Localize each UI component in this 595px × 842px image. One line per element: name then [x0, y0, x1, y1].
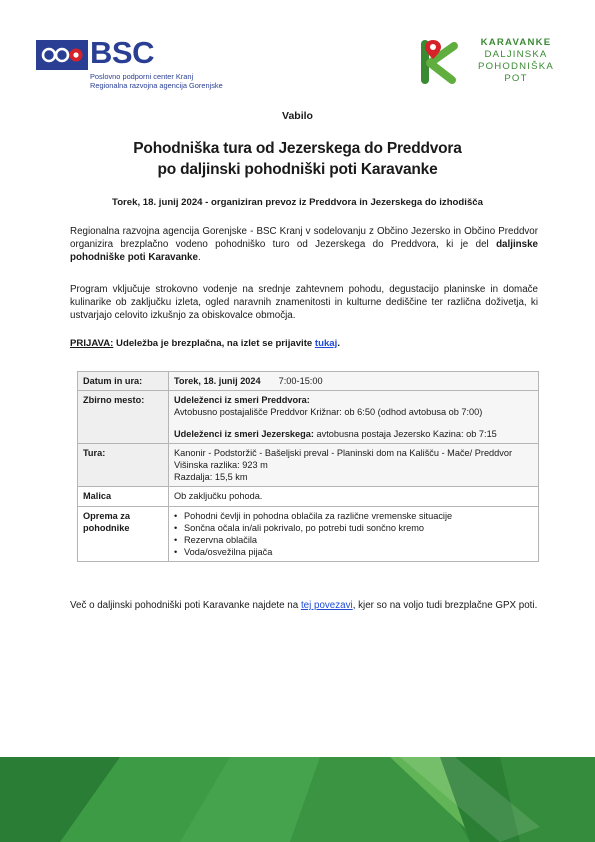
intro-text: Regionalna razvojna agencija Gorenjske - BSC Kranj v sodelovanju z Občino Jezersko in Občino Preddvor organizira brezplačno vodeno pohodniško turo od Jezerskega do Preddvora, ki je del	[70, 226, 538, 251]
date-value	[169, 372, 539, 391]
event-info-table	[77, 371, 539, 562]
meeting-group2	[174, 428, 533, 440]
table-row	[78, 372, 539, 391]
tour-value	[169, 443, 539, 487]
list-item: • Voda/osvežilna pijača	[174, 546, 533, 558]
table-row	[78, 487, 539, 506]
signup-end: .	[337, 338, 340, 349]
snack-value: Ob zaključku pohoda.	[169, 487, 539, 506]
table-row	[78, 506, 539, 562]
karavanke-trail-icon	[416, 36, 462, 86]
more-info-text: Več o daljinski pohodniški poti Karavanke najdete na	[70, 600, 301, 611]
bsc-wordmark: BSC	[90, 35, 154, 70]
meeting-key: Zbirno mesto:	[78, 391, 169, 444]
list-item: • Sončna očala in/ali pokrivalo, po potrebi tudi sončno kremo	[174, 522, 533, 534]
meeting-value	[169, 391, 539, 444]
meeting-group2-text: avtobusna postaja Jezersko Kazina: ob 7:15	[313, 428, 497, 439]
snack-key: Malica	[78, 487, 169, 506]
more-info-paragraph	[70, 599, 538, 612]
tour-key: Tura:	[78, 443, 169, 487]
signup-label: PRIJAVA:	[70, 338, 114, 349]
karavanke-logo	[416, 36, 566, 102]
more-info-link[interactable]: tej povezavi	[300, 600, 353, 611]
intro-bold-trail-name: daljinske pohodniške poti Karavanke	[70, 239, 538, 264]
page-title	[60, 138, 535, 180]
equipment-key: Oprema za pohodnike	[78, 506, 169, 562]
karavanke-line-2: DALJINSKA	[484, 49, 548, 60]
invitation-label: Vabilo	[282, 110, 313, 122]
table-row	[78, 443, 539, 487]
equipment-value	[169, 506, 539, 562]
tour-elevation: Višinska razlika: 923 m	[174, 460, 268, 471]
bsc-logo-icon	[36, 40, 88, 70]
signup-text: Udeležba je brezplačna, na izlet se prijavite	[113, 338, 315, 349]
meeting-group1-text: Avtobusno postajališče Preddvor Križnar: ob 6:50 (odhod avtobusa ob 7:00)	[174, 407, 483, 418]
program-paragraph: Program vključuje strokovno vodenje na srednje zahtevnem pohodu, degustacijo planinske in domače kulinarike ob zaključku izleta, ogled naravnih znamenitosti in kulturne dediščine ter različna doživetja, ki ustvarjajo celovito izkušnjo za obiskovalce območja.	[70, 284, 538, 322]
signup-link[interactable]: tukaj	[314, 338, 338, 349]
date-text: Torek, 18. junij 2024	[174, 376, 261, 386]
equipment-list	[174, 510, 533, 559]
date-key: Datum in ura:	[78, 372, 169, 391]
list-item: • Pohodni čevlji in pohodna oblačila za različne vremenske situacije	[174, 510, 533, 522]
tour-route: Kanonir - Podstoržič - Bašeljski preval - Planinski dom na Kališču - Mače/ Preddvor	[174, 447, 513, 458]
karavanke-line-4: POT	[504, 73, 528, 84]
event-date-line: Torek, 18. junij 2024 - organiziran prevoz iz Preddvora in Jezerskega do izhodišča	[112, 197, 483, 208]
signup-line	[70, 338, 340, 349]
intro-paragraph	[70, 225, 538, 265]
bsc-subline-1: Poslovno podporni center Kranj	[90, 72, 194, 81]
time-text: 7:00-15:00	[278, 376, 323, 386]
meeting-group1-label: Udeleženci iz smeri Preddvora:	[174, 395, 310, 406]
table-row	[78, 391, 539, 444]
karavanke-line-3: POHODNIŠKA	[478, 61, 554, 72]
title-line-2: po daljinski pohodniški poti Karavanke	[157, 161, 438, 178]
list-item: • Rezervna oblačila	[174, 534, 533, 546]
tour-distance: Razdalja: 15,5 km	[174, 472, 248, 483]
bsc-subline-2: Regionalna razvojna agencija Gorenjske	[90, 81, 223, 90]
meeting-group2-label: Udeleženci iz smeri Jezerskega:	[174, 428, 314, 439]
footer-decoration	[0, 757, 595, 842]
more-info-end: , kjer so na voljo tudi brezplačne GPX poti.	[352, 600, 538, 611]
karavanke-line-1: KARAVANKE	[480, 37, 552, 48]
bsc-logo	[36, 35, 246, 94]
intro-end: .	[197, 252, 201, 264]
karavanke-wordmark	[464, 37, 568, 85]
title-line-1: Pohodniška tura od Jezerskega do Preddvora	[133, 140, 462, 157]
